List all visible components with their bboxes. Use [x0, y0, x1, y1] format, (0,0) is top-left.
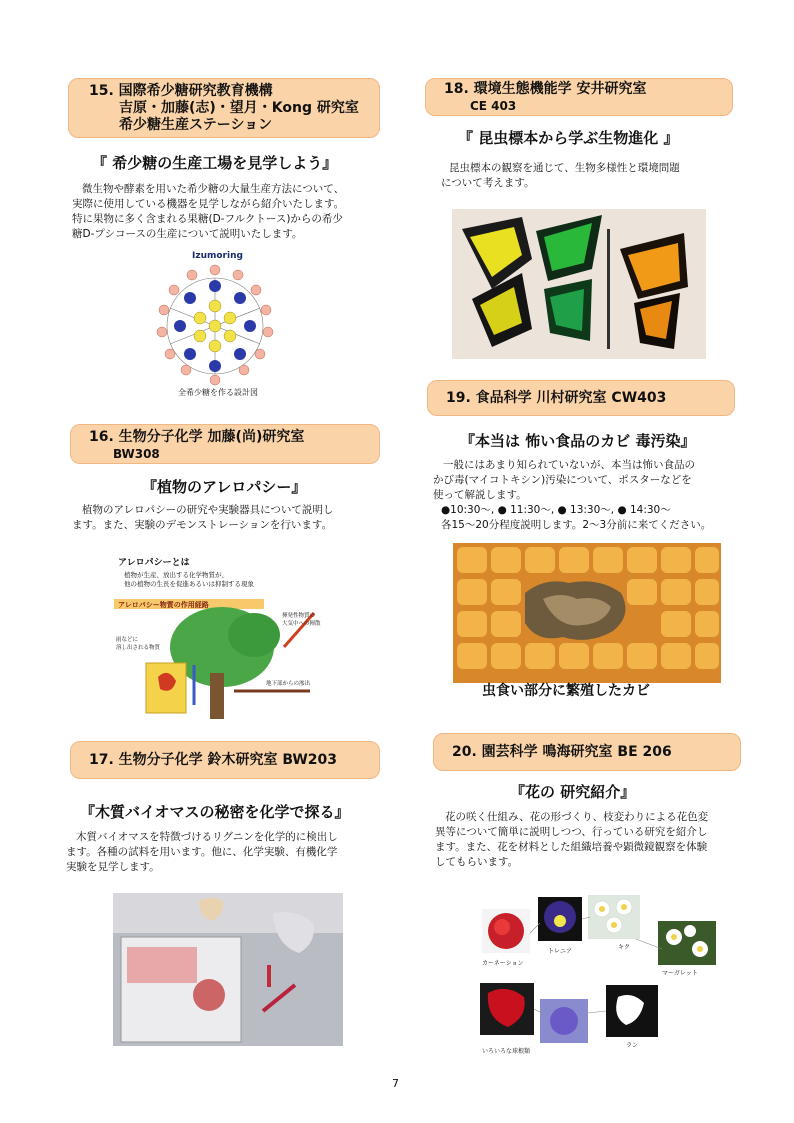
section-18-body — [441, 161, 741, 191]
flower-label-ran: ラン — [626, 1042, 639, 1049]
section-20-title: 『花の 研究紹介』 — [510, 783, 636, 801]
allelopathy-fig-title: アレロパシーとは — [118, 558, 190, 568]
section-19-body-line: 各15〜20分程度説明します。2〜3分前に来てください。 — [441, 519, 712, 531]
section-17-body-line: 木質バイオマスを特徴づけるリグニンを化学的に検出し — [76, 831, 338, 843]
section-19-body-line: 使って解説します。 — [433, 489, 527, 501]
section-17-body-line: 実験を見学します。 — [66, 861, 160, 873]
section-15-body — [72, 182, 392, 242]
section-19-body-line: ●10:30〜, ● 11:30〜, ● 13:30〜, ● 14:30〜 — [441, 504, 671, 516]
section-18-header — [425, 78, 733, 116]
allelopathy-label-rain2: 溶し出される物質 — [116, 645, 161, 651]
allelopathy-label-root: 地下部からの滲出 — [266, 681, 311, 687]
section-17-body — [66, 830, 391, 875]
section-15-body-line: 微生物や酵素を用いた希少糖の大量生産方法について、 — [82, 183, 345, 195]
mold-corn-photo — [453, 543, 721, 683]
section-18-body-line: 昆虫標本の観察を通じて、生物多様性と環境問題 — [449, 162, 680, 174]
section-16-header-line1: 16. 生物分子化学 加藤(尚)研究室 — [89, 429, 305, 445]
section-15-body-line: 特に果物に多く含まれる果糖(D-フルクトース)からの希少 — [72, 213, 343, 225]
flowers-collage — [478, 893, 718, 1058]
allelopathy-fig-band: アレロパシー物質の作用経路 — [118, 601, 209, 609]
flower-label-kiku: キク — [618, 944, 631, 951]
section-19-header — [427, 380, 735, 416]
section-20-body-line: ます。また、花を材料とした組織培養や顕微鏡観察を体験 — [435, 841, 708, 853]
section-16-body-line: ます。また、実験のデモンストレーションを行います。 — [72, 519, 333, 531]
izumoring-diagram — [150, 248, 280, 396]
section-17-header-line1: 17. 生物分子化学 鈴木研究室 BW203 — [89, 752, 337, 768]
section-18-title: 『 昆虫標本から学ぶ生物進化 』 — [458, 129, 679, 147]
section-20-header — [433, 733, 741, 771]
section-18-header-line2: CE 403 — [470, 99, 517, 113]
section-15-title: 『 希少糖の生産工場を見学しよう』 — [92, 154, 338, 172]
section-15-header — [68, 78, 380, 138]
allelopathy-fig-desc2: 他の植物の生長を促進あるいは抑制する現象 — [124, 580, 254, 588]
section-20-body-line: 異等について簡単に説明しつつ、行っている研究を紹介し — [435, 826, 708, 838]
section-17-body-line: ます。各種の試料を用います。他に、化学実験、有機化学 — [66, 846, 338, 858]
section-20-body — [435, 810, 755, 870]
section-17-header — [70, 741, 380, 779]
allelopathy-fig-desc1: 植物が生産、放出する化学物質が、 — [124, 571, 228, 579]
section-16-body — [72, 503, 392, 533]
izumoring-caption: 全希少糖を作る設計図 — [178, 388, 258, 397]
butterfly-photo — [452, 209, 706, 359]
section-15-header-line2: 吉原・加藤(志)・望月・Kong 研究室 — [119, 100, 359, 116]
section-19-header-line1: 19. 食品科学 川村研究室 CW403 — [446, 390, 667, 406]
flower-label-torenia: トレニア — [548, 948, 573, 955]
allelopathy-label-gas1: 揮発性物質の — [282, 613, 316, 619]
allelopathy-figure — [114, 555, 326, 727]
section-16-header — [70, 424, 380, 464]
lignin-photo — [113, 893, 343, 1046]
section-20-body-line: 花の咲く仕組み、花の形づくり、枝変わりによる花色変 — [445, 811, 709, 823]
izumoring-title: Izumoring — [192, 251, 243, 261]
section-17-title: 『木質バイオマスの秘密を化学で探る』 — [80, 803, 350, 821]
flower-label-carnation: カーネーション — [482, 960, 524, 967]
section-19-body-line: かび毒(マイコトキシン)汚染について、ポスターなどを — [433, 474, 692, 486]
flower-label-margaret: マーガレット — [662, 970, 698, 977]
section-20-header-line1: 20. 園芸科学 鳴海研究室 BE 206 — [452, 744, 672, 760]
allelopathy-label-gas2: 大気中への揮散 — [282, 621, 321, 627]
flower-label-various: いろいろな球根類 — [482, 1048, 531, 1055]
section-15-body-line: 実際に使用している機器を見学しながら紹介いたします。 — [72, 198, 345, 210]
section-19-body-line: 一般にはあまり知られていないが、本当は怖い食品の — [443, 459, 695, 471]
section-18-body-line: について考えます。 — [441, 177, 535, 189]
mold-caption: 虫食い部分に繁殖したカビ — [482, 683, 650, 699]
section-16-header-line2: BW308 — [113, 447, 160, 461]
allelopathy-label-rain1: 雨などに — [116, 637, 139, 643]
section-15-header-line3: 希少糖生産ステーション — [119, 117, 273, 133]
section-19-title: 『本当は 怖い食品のカビ 毒汚染』 — [460, 432, 696, 450]
section-18-header-line1: 18. 環境生態機能学 安井研究室 — [444, 81, 647, 97]
page-number: 7 — [392, 1077, 399, 1090]
section-16-title: 『植物のアレロパシー』 — [142, 478, 307, 496]
section-15-body-line: 糖D-プシコースの生産について説明いたします。 — [72, 228, 303, 240]
section-19-body — [433, 458, 753, 533]
section-20-body-line: してもらいます。 — [435, 856, 519, 868]
section-16-body-line: 植物のアレロパシーの研究や実験器具について説明し — [82, 504, 334, 516]
section-15-header-line1: 15. 国際希少糖研究教育機構 — [89, 83, 273, 99]
